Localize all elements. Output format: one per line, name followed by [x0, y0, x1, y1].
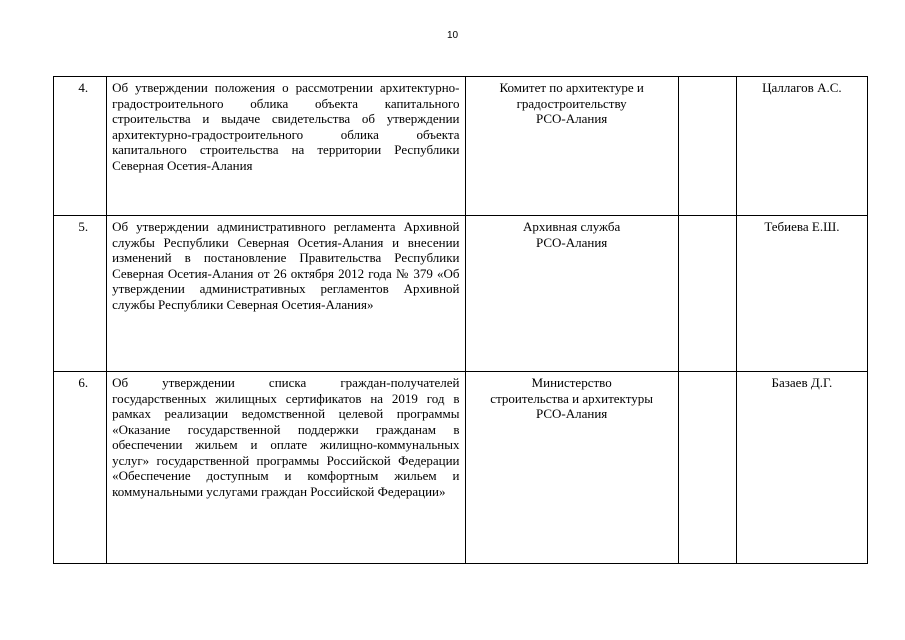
row-description: Об утверждении списка граждан-получателей государственных жилищных сертификатов на 2019 год в рамках реализации ведомственной целевой программы «Оказание государственной поддержки гражданам в обеспечении жильем и оплате жилищно-коммунальных услуг» государственной программы Российской Федерации «Обеспечение доступным и комфортным жильем и коммунальными услугами граждан Российской Федерации»	[107, 372, 465, 564]
organization-line: градостроительству	[516, 95, 627, 111]
document-table	[53, 76, 868, 564]
organization-line: Министерство	[531, 375, 612, 390]
organization-line: РСО-Алания	[535, 406, 608, 421]
organization-line: РСО-Алания	[535, 111, 608, 126]
row-description: Об утверждении положения о рассмотрении архитектурно-градостроительного облика объекта капитального строительства и выдаче свидетельства об утверждении архитектурно-градостроительного облика объекта капитального строительства на территории Республики Северная Осетия-Алания	[107, 77, 465, 216]
organization-line: РСО-Алания	[535, 234, 608, 250]
row-organization	[465, 216, 678, 372]
row-responsible: Базаев Д.Г.	[736, 372, 867, 564]
row-number: 6.	[54, 372, 107, 564]
table-row	[54, 77, 868, 216]
organization-line: Архивная служба	[523, 219, 621, 234]
row-number: 4.	[54, 77, 107, 216]
row-responsible: Цаллагов А.С.	[736, 77, 867, 216]
row-empty-cell	[678, 77, 736, 216]
organization-line: строительства и архитектуры	[490, 390, 653, 406]
table-row	[54, 372, 868, 564]
table-row	[54, 216, 868, 372]
row-empty-cell	[678, 216, 736, 372]
row-organization	[465, 77, 678, 216]
row-empty-cell	[678, 372, 736, 564]
row-responsible: Тебиева Е.Ш.	[736, 216, 867, 372]
row-organization	[465, 372, 678, 564]
page-number: 10	[446, 30, 459, 41]
organization-line: Комитет по архитектуре и	[499, 80, 644, 95]
row-description: Об утверждении административного регламента Архивной службы Республики Северная Осетия-Алания и внесении изменений в постановление Правительства Республики Северная Осетия-Алания от 26 октября 2012 года № 379 «Об утверждении административных регламентов Архивной службы Республики Северная Осетия-Алания»	[107, 216, 465, 372]
row-number: 5.	[54, 216, 107, 372]
